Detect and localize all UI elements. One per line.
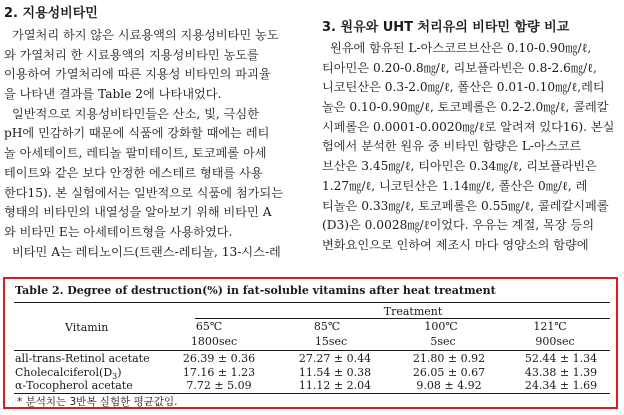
- temp-121: 121℃: [533, 320, 567, 333]
- header-treatment: Treatment: [383, 305, 443, 318]
- time-15sec: 15sec: [314, 335, 348, 348]
- time-900sec: 900sec: [535, 335, 575, 348]
- text-line: 테이트와 같은 보다 안정한 에스테르 형태를 사용: [4, 165, 263, 180]
- text-line: 원유에 함유된 L-아스코르브산은 0.10-0.90㎎/ℓ,: [330, 41, 592, 55]
- cell-retinol-100: 21.80 ± 0.92: [412, 352, 486, 365]
- text-line: 일반적으로 지용성비타민들은 산소, 빛, 극심한: [12, 106, 259, 121]
- time-1800sec: 1800sec: [190, 335, 238, 348]
- header-bottom-rule: [14, 350, 610, 351]
- text-line: 가열처리 하지 않은 시료용액의 지용성비타민 농도: [12, 28, 279, 42]
- cell-cholecalciferol-121: 43.38 ± 1.39: [524, 366, 598, 379]
- section-heading-fat-soluble: 2. 지용성비타민: [4, 6, 98, 21]
- text-line: 1.27㎎/ℓ, 니코틴산은 1.14㎎/ℓ, 폴산은 0㎎/ℓ, 레: [322, 178, 588, 193]
- temp-100: 100℃: [424, 320, 458, 333]
- text-line: 놀은 0.10-0.90㎎/ℓ, 토코페롤은 0.2-2.0㎎/ℓ, 콜레칼: [322, 100, 609, 115]
- cell-tocopherol-121: 24.34 ± 1.69: [524, 379, 598, 392]
- cell-tocopherol-65: 7.72 ± 5.09: [186, 379, 252, 392]
- text-line: 비타민 A는 레티노이드(트랜스-레티놀, 13-시스-레: [12, 244, 281, 259]
- row-name-tocopherol: α-Tocopherol acetate: [15, 379, 133, 392]
- table-footnote: * 분석치는 3반복 실험한 평균값임.: [17, 396, 178, 408]
- text-line: 험에서 분석한 원유 중 비타민 함량은 L-아스코르: [322, 139, 582, 154]
- text-line: 형태의 비타민의 내열성을 알아보기 위해 비타민 A: [4, 205, 272, 220]
- time-5sec: 5sec: [430, 335, 456, 348]
- cell-cholecalciferol-100: 26.05 ± 0.67: [412, 366, 486, 379]
- table-2-highlight-box: [3, 277, 618, 409]
- cell-tocopherol-85: 11.12 ± 2.04: [298, 379, 372, 392]
- text-line: 와 가열처리 한 시료용액의 지용성비타민 농도를: [4, 47, 259, 62]
- left-paragraph: [4, 26, 304, 262]
- left-column: [4, 0, 304, 262]
- cell-retinol-65: 26.39 ± 0.36: [182, 352, 256, 365]
- treatment-rule: [195, 318, 610, 319]
- cell-cholecalciferol-65: 17.16 ± 1.23: [182, 366, 256, 379]
- cell-tocopherol-100: 9.08 ± 4.92: [416, 379, 482, 392]
- table-top-rule: [14, 302, 610, 303]
- cell-cholecalciferol-85: 11.54 ± 0.38: [298, 366, 372, 379]
- text-line: 한다15). 본 실험에서는 일반적으로 식품에 첨가되는: [4, 185, 283, 200]
- row-name-cholecalciferol: $Cholecalciferol(D_3)$: [15, 366, 122, 382]
- text-line: (D3)은 0.0028㎎/ℓ이었다. 우유는 계절, 목장 등의: [322, 218, 594, 233]
- text-line: 니코틴산은 0.3-2.0㎎/ℓ, 폴산은 0.01-0.10㎎/ℓ,레티: [322, 80, 605, 95]
- text-line: 변화요인으로 인하여 제조시 마다 영양소의 함량에: [322, 237, 589, 252]
- section-heading-vitamin-comparison: 3. 원유와 UHT 처리유의 비타민 함량 비교: [322, 20, 570, 35]
- text-line: pH에 민감하기 때문에 식품에 강화할 때에는 레티: [4, 126, 270, 141]
- text-line: 시페롤은 0.0001-0.0020㎎/ℓ로 알려져 있다16). 본실: [322, 119, 615, 134]
- right-paragraph: [322, 39, 620, 256]
- cell-retinol-85: 27.27 ± 0.44: [298, 352, 372, 365]
- text-line: 티아민은 0.20-0.8㎎/ℓ, 리보플라빈은 0.8-2.6㎎/ℓ,: [322, 60, 597, 75]
- text-line: 놀 아세테이트, 레티놀 팔미테이트, 토코페롤 아세: [4, 146, 267, 161]
- text-line: 브산은 3.45㎎/ℓ, 티아민은 0.34㎎/ℓ, 리보플라빈은: [322, 159, 597, 174]
- right-column: [322, 0, 620, 256]
- text-line: 와 비타민 E는 아세테이트형을 사용하였다.: [4, 224, 233, 239]
- text-line: 을 나타낸 결과를 Table 2에 나타내었다.: [4, 87, 222, 102]
- temp-65: 65℃: [195, 320, 223, 333]
- text-line: 이용하여 가열처리에 따른 지용성 비타민의 파괴율: [4, 67, 271, 82]
- header-vitamin: Vitamin: [65, 321, 109, 334]
- temp-85: 85℃: [313, 320, 341, 333]
- table-caption: Table 2. Degree of destruction(%) in fat-soluble vitamins after heat treatment: [15, 284, 496, 297]
- cell-retinol-121: 52.44 ± 1.34: [524, 352, 598, 365]
- text-line: 티놀은 0.33㎎/ℓ, 토코페롤은 0.55㎎/ℓ, 콜레칼시페롤: [322, 198, 609, 213]
- row-name-retinol: all-trans-Retinol acetate: [15, 352, 150, 365]
